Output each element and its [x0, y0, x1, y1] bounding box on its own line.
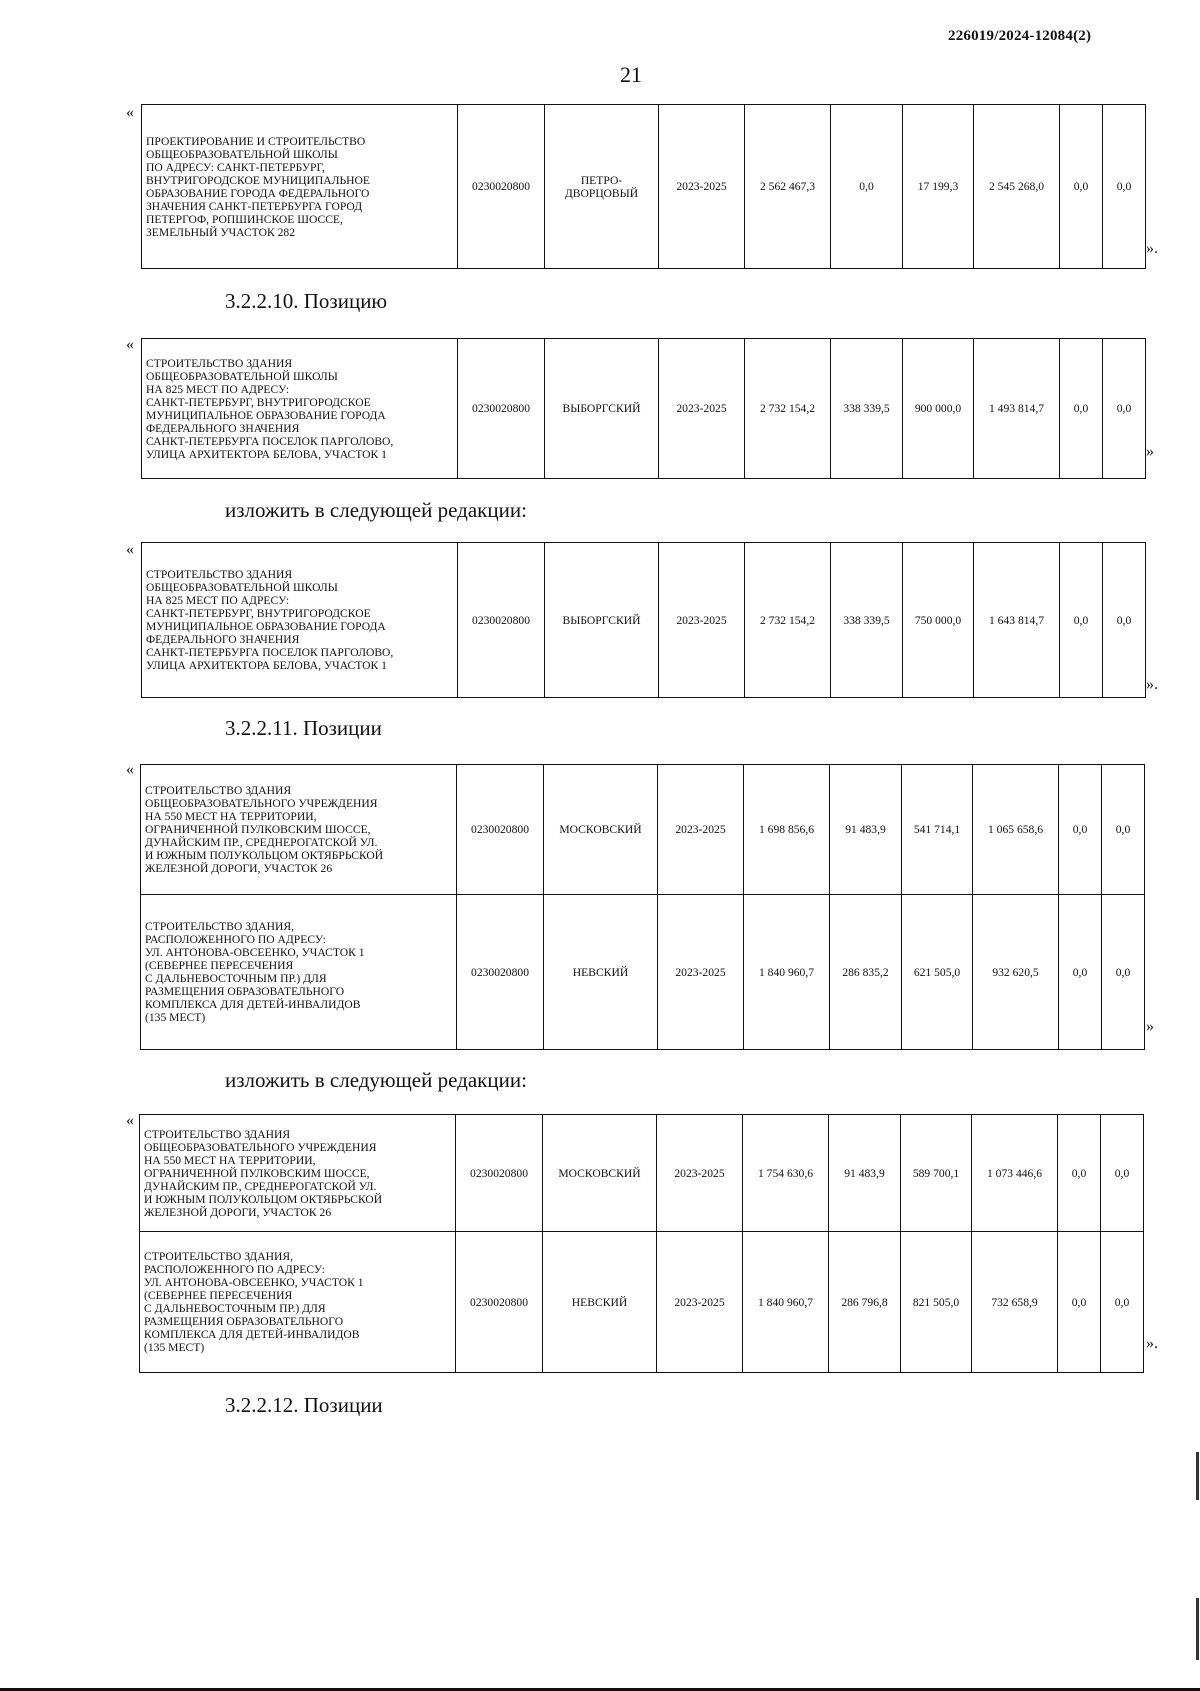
close-quote: ». — [1146, 676, 1158, 693]
cell-name: СТРОИТЕЛЬСТВО ЗДАНИЯ ОБЩЕОБРАЗОВАТЕЛЬНОЙ ШКОЛЫ НА 825 МЕСТ ПО АДРЕСУ: САНКТ-ПЕТЕРБУРГ, ВНУТРИГОРОДСКОЕ МУНИЦИПАЛЬНОЕ ОБРАЗОВАНИЕ ГОРОДА ФЕДЕРАЛЬНОГО ЗНАЧЕНИЯ САНКТ-ПЕТЕРБУРГА ПОСЕЛОК ПАРГОЛОВО, УЛИЦА АРХИТЕКТОРА БЕЛОВА, УЧАСТОК 1 — [142, 543, 458, 698]
cell-v5: 0,0 — [1060, 543, 1103, 698]
cell-v4: 1 073 446,6 — [972, 1115, 1058, 1232]
cell-v1: 1 698 856,6 — [744, 765, 830, 895]
open-quote: « — [126, 541, 134, 558]
cell-v6: 0,0 — [1101, 1232, 1144, 1373]
cell-code: 0230020800 — [457, 765, 544, 895]
cell-v3: 541 714,1 — [902, 765, 973, 895]
cell-v5: 0,0 — [1059, 765, 1102, 895]
position-table-4 — [139, 1114, 1143, 1373]
close-quote: ». — [1146, 240, 1158, 257]
section-heading: 3.2.2.12. Позиции — [225, 1393, 383, 1417]
cell-period: 2023-2025 — [659, 543, 745, 698]
cell-v3: 900 000,0 — [903, 339, 974, 479]
cell-district: ПЕТРО- ДВОРЦОВЫЙ — [545, 105, 659, 269]
cell-v4: 732 658,9 — [972, 1232, 1058, 1373]
positions-table — [140, 764, 1145, 1050]
cell-v1: 2 732 154,2 — [745, 339, 831, 479]
cell-period: 2023-2025 — [657, 1232, 743, 1373]
cell-name: СТРОИТЕЛЬСТВО ЗДАНИЯ ОБЩЕОБРАЗОВАТЕЛЬНОГО УЧРЕЖДЕНИЯ НА 550 МЕСТ НА ТЕРРИТОРИИ, ОГРАНИЧЕННОЙ ПУЛКОВСКИМ ШОССЕ, ДУНАЙСКИМ ПР., СРЕДНЕРОГАТСКОЙ УЛ. И ЮЖНЫМ ПОЛУКОЛЬЦОМ ОКТЯБРЬСКОЙ ЖЕЛЕЗНОЙ ДОРОГИ, УЧАСТОК 26 — [141, 765, 457, 895]
cell-code: 0230020800 — [458, 543, 545, 698]
position-table-3 — [140, 764, 1144, 1050]
cell-name: СТРОИТЕЛЬСТВО ЗДАНИЯ, РАСПОЛОЖЕННОГО ПО АДРЕСУ: УЛ. АНТОНОВА-ОВСЕЕНКО, УЧАСТОК 1 (СЕВЕРНЕЕ ПЕРЕСЕЧЕНИЯ С ДАЛЬНЕВОСТОЧНЫМ ПР.) ДЛЯ РАЗМЕЩЕНИЯ ОБРАЗОВАТЕЛЬНОГО КОМПЛЕКСА ДЛЯ ДЕТЕЙ-ИНВАЛИДОВ (135 МЕСТ) — [141, 895, 457, 1050]
cell-v1: 1 754 630,6 — [743, 1115, 829, 1232]
cell-code: 0230020800 — [458, 339, 545, 479]
position-table-1 — [141, 338, 1145, 479]
cell-v4: 1 643 814,7 — [974, 543, 1060, 698]
cell-v3: 821 505,0 — [901, 1232, 972, 1373]
cell-district: ВЫБОРГСКИЙ — [545, 339, 659, 479]
section-heading: 3.2.2.11. Позиции — [225, 716, 382, 740]
cell-v2: 286 835,2 — [830, 895, 902, 1050]
cell-period: 2023-2025 — [659, 339, 745, 479]
open-quote: « — [126, 104, 134, 121]
section-heading: 3.2.2.10. Позицию — [225, 289, 388, 313]
open-quote: « — [126, 1112, 134, 1129]
table-row — [142, 105, 1146, 269]
document-id: 226019/2024-12084(2) — [948, 28, 1092, 44]
cell-v6: 0,0 — [1102, 765, 1145, 895]
close-quote: » — [1146, 1018, 1154, 1035]
cell-district: МОСКОВСКИЙ — [543, 1115, 657, 1232]
section-heading: изложить в следующей редакции: — [225, 498, 527, 522]
table-row — [142, 339, 1146, 479]
cell-v1: 2 562 467,3 — [745, 105, 831, 269]
cell-name: СТРОИТЕЛЬСТВО ЗДАНИЯ ОБЩЕОБРАЗОВАТЕЛЬНОГО УЧРЕЖДЕНИЯ НА 550 МЕСТ НА ТЕРРИТОРИИ, ОГРАНИЧЕННОЙ ПУЛКОВСКИМ ШОССЕ, ДУНАЙСКИМ ПР., СРЕДНЕРОГАТСКОЙ УЛ. И ЮЖНЫМ ПОЛУКОЛЬЦОМ ОКТЯБРЬСКОЙ ЖЕЛЕЗНОЙ ДОРОГИ, УЧАСТОК 26 — [140, 1115, 456, 1232]
open-quote: « — [126, 336, 134, 353]
cell-v6: 0,0 — [1103, 543, 1146, 698]
cell-v5: 0,0 — [1060, 339, 1103, 479]
position-table-0 — [141, 104, 1145, 269]
cell-district: ВЫБОРГСКИЙ — [545, 543, 659, 698]
cell-v2: 338 339,5 — [831, 543, 903, 698]
positions-table — [141, 104, 1146, 269]
cell-district: НЕВСКИЙ — [544, 895, 658, 1050]
cell-name: ПРОЕКТИРОВАНИЕ И СТРОИТЕЛЬСТВО ОБЩЕОБРАЗОВАТЕЛЬНОЙ ШКОЛЫ ПО АДРЕСУ: САНКТ-ПЕТЕРБУРГ, ВНУТРИГОРОДСКОЕ МУНИЦИПАЛЬНОЕ ОБРАЗОВАНИЕ ГОРОДА ФЕДЕРАЛЬНОГО ЗНАЧЕНИЯ САНКТ-ПЕТЕРБУРГА ГОРОД ПЕТЕРГОФ, РОПШИНСКОЕ ШОССЕ, ЗЕМЕЛЬНЫЙ УЧАСТОК 282 — [142, 105, 458, 269]
cell-v1: 2 732 154,2 — [745, 543, 831, 698]
cell-v2: 338 339,5 — [831, 339, 903, 479]
close-quote: » — [1146, 443, 1154, 460]
position-table-2 — [141, 542, 1145, 698]
cell-v2: 91 483,9 — [830, 765, 902, 895]
positions-table — [141, 338, 1146, 479]
cell-code: 0230020800 — [456, 1115, 543, 1232]
cell-name: СТРОИТЕЛЬСТВО ЗДАНИЯ, РАСПОЛОЖЕННОГО ПО АДРЕСУ: УЛ. АНТОНОВА-ОВСЕЕНКО, УЧАСТОК 1 (СЕВЕРНЕЕ ПЕРЕСЕЧЕНИЯ С ДАЛЬНЕВОСТОЧНЫМ ПР.) ДЛЯ РАЗМЕЩЕНИЯ ОБРАЗОВАТЕЛЬНОГО КОМПЛЕКСА ДЛЯ ДЕТЕЙ-ИНВАЛИДОВ (135 МЕСТ) — [140, 1232, 456, 1373]
cell-district: НЕВСКИЙ — [543, 1232, 657, 1373]
cell-v3: 621 505,0 — [902, 895, 973, 1050]
cell-period: 2023-2025 — [658, 765, 744, 895]
close-quote: ». — [1146, 1335, 1158, 1352]
cell-code: 0230020800 — [458, 105, 545, 269]
cell-name: СТРОИТЕЛЬСТВО ЗДАНИЯ ОБЩЕОБРАЗОВАТЕЛЬНОЙ ШКОЛЫ НА 825 МЕСТ ПО АДРЕСУ: САНКТ-ПЕТЕРБУРГ, ВНУТРИГОРОДСКОЕ МУНИЦИПАЛЬНОЕ ОБРАЗОВАНИЕ ГОРОДА ФЕДЕРАЛЬНОГО ЗНАЧЕНИЯ САНКТ-ПЕТЕРБУРГА ПОСЕЛОК ПАРГОЛОВО, УЛИЦА АРХИТЕКТОРА БЕЛОВА, УЧАСТОК 1 — [142, 339, 458, 479]
cell-v3: 589 700,1 — [901, 1115, 972, 1232]
cell-v2: 286 796,8 — [829, 1232, 901, 1373]
cell-period: 2023-2025 — [657, 1115, 743, 1232]
cell-v2: 0,0 — [831, 105, 903, 269]
cell-v5: 0,0 — [1058, 1232, 1101, 1373]
positions-table — [139, 1114, 1144, 1373]
scan-edge-mark — [1196, 1598, 1199, 1660]
cell-v4: 932 620,5 — [973, 895, 1059, 1050]
cell-district: МОСКОВСКИЙ — [544, 765, 658, 895]
table-row — [140, 1115, 1144, 1232]
section-heading: изложить в следующей редакции: — [225, 1068, 527, 1092]
page-number: 21 — [620, 62, 642, 87]
cell-v1: 1 840 960,7 — [743, 1232, 829, 1373]
cell-v5: 0,0 — [1059, 895, 1102, 1050]
cell-v5: 0,0 — [1060, 105, 1103, 269]
cell-v3: 17 199,3 — [903, 105, 974, 269]
positions-table — [141, 542, 1146, 698]
cell-v1: 1 840 960,7 — [744, 895, 830, 1050]
cell-v5: 0,0 — [1058, 1115, 1101, 1232]
cell-v6: 0,0 — [1102, 895, 1145, 1050]
scan-edge-mark — [1196, 1452, 1199, 1500]
cell-v6: 0,0 — [1103, 339, 1146, 479]
cell-v4: 1 493 814,7 — [974, 339, 1060, 479]
cell-v4: 1 065 658,6 — [973, 765, 1059, 895]
cell-period: 2023-2025 — [658, 895, 744, 1050]
table-row — [141, 895, 1145, 1050]
cell-v2: 91 483,9 — [829, 1115, 901, 1232]
cell-v3: 750 000,0 — [903, 543, 974, 698]
cell-code: 0230020800 — [456, 1232, 543, 1373]
cell-period: 2023-2025 — [659, 105, 745, 269]
table-row — [141, 765, 1145, 895]
cell-v6: 0,0 — [1101, 1115, 1144, 1232]
cell-code: 0230020800 — [457, 895, 544, 1050]
cell-v6: 0,0 — [1103, 105, 1146, 269]
table-row — [140, 1232, 1144, 1373]
table-row — [142, 543, 1146, 698]
cell-v4: 2 545 268,0 — [974, 105, 1060, 269]
open-quote: « — [126, 761, 134, 778]
